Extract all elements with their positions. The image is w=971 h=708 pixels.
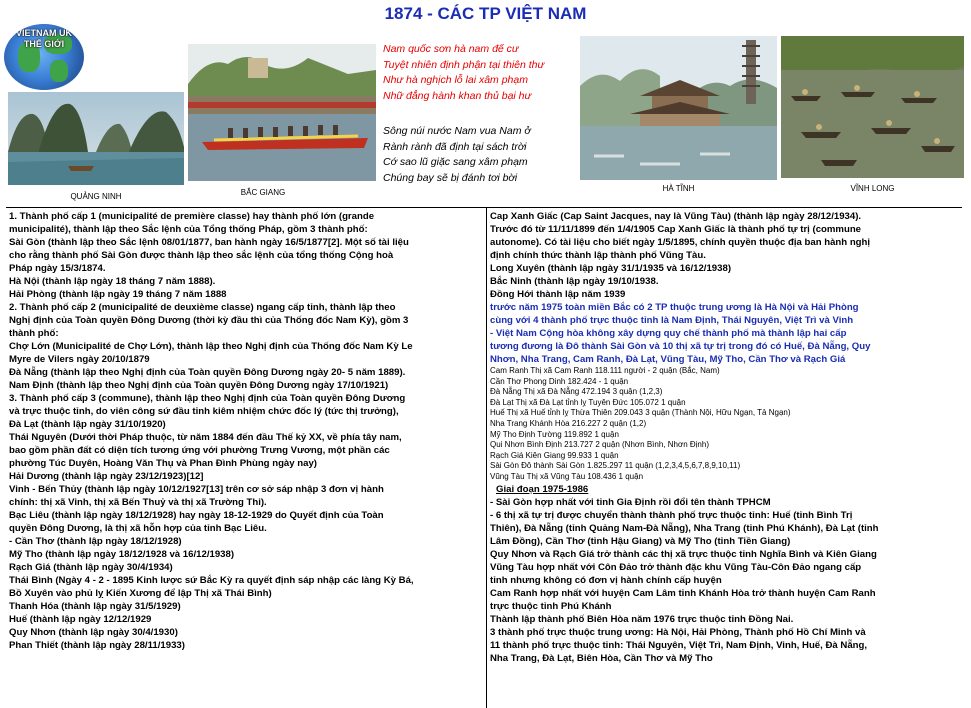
text-line: Cap Xanh Giấc (Cap Saint Jacques, nay là Vũng Tàu) (thành lập ngày 28/12/1934). xyxy=(490,211,862,222)
text-line: Nghị định của Toàn quyền Đông Dương (thời kỳ đầu thì của Thống đốc Nam Kỳ), gồm 3 xyxy=(9,315,409,326)
text-line: Đà Lạt (thành lập ngày 31/10/1920) xyxy=(9,419,166,430)
text-line: Myre de Vilers ngày 20/10/1879 xyxy=(9,354,150,365)
caption-bac-giang: BẮC GIANG xyxy=(240,188,286,197)
vietnam-uk-logo xyxy=(4,24,84,90)
table-row: Huế Thị xã Huế tỉnh lỵ Thừa Thiên 209.043 3 quận (Thành Nội, Hữu Ngạn, Tả Ngạn) xyxy=(490,408,791,418)
poem-line: Nam quốc sơn hà nam đế cư xyxy=(383,43,519,55)
table-row: Sài Gòn Đô thành Sài Gòn 1.825.297 11 quận (1,2,3,4,5,6,7,8,9,10,11) xyxy=(490,461,741,471)
text-line: định chính thức thành lập thành phố Vũng Tàu. xyxy=(490,250,706,261)
text-line: Bồ Xuyên vào phủ lỵ Kiến Xương để lập Thị xã Thái Bình) xyxy=(9,588,272,599)
text-line: trước năm 1975 toàn miền Bắc có 2 TP thuộc trung ương là Hà Nội và Hải Phòng xyxy=(490,302,859,313)
text-line: Quy Nhơn (thành lập ngày 30/4/1930) xyxy=(9,627,178,638)
text-line: 3 thành phố trực thuộc trung ương: Hà Nội, Hải Phòng, Thành phố Hồ Chí Minh và xyxy=(490,626,866,638)
right-column-text xyxy=(490,210,879,665)
poem-line: Rành rành đã định tại sách trời xyxy=(383,140,527,153)
text-line: Sài Gòn (thành lập theo Sắc lệnh 08/01/1877, ban hành ngày 16/5/1877[2]. Một số tài liệu xyxy=(9,237,409,248)
table-row: Cam Ranh Thị xã Cam Ranh 118.111 người - 2 quận (Bắc, Nam) xyxy=(490,366,720,375)
table-row: Mỹ Tho Định Tường 119.892 1 quận xyxy=(490,429,619,439)
text-line: Lâm Đồng), Cần Thơ (tỉnh Hậu Giang) và Mỹ Tho (tỉnh Tiền Giang) xyxy=(490,535,791,547)
table-row: Nha Trang Khánh Hòa 216.227 2 quận (1,2) xyxy=(490,418,647,428)
text-line: thành phố: xyxy=(9,328,59,339)
period-heading: Giai đoạn 1975-1986 xyxy=(496,483,589,495)
text-line: 1. Thành phố cấp 1 (municipalité de première classe) hay thành phố lớn (grande xyxy=(9,211,375,222)
text-line: Phan Thiết (thành lập ngày 28/11/1933) xyxy=(9,640,185,651)
text-line: Thành lập thành phố Biên Hòa năm 1976 trực thuộc tỉnh Đồng Nai. xyxy=(490,613,794,625)
text-line: 11 thành phố trực thuộc tỉnh: Thái Nguyên, Việt Trì, Nam Định, Vinh, Huế, Đà Nẵng, xyxy=(490,639,868,651)
logo-text-top: VIETNAM UK xyxy=(16,28,72,38)
photo-ha-tinh xyxy=(580,36,777,180)
text-line: Thiên), Đà Nẵng (tỉnh Quảng Nam-Đà Nẵng), Nha Trang (tỉnh Phú Khánh), Đà Lạt (tỉnh xyxy=(490,522,879,534)
text-line: Vinh - Bến Thủy (thành lập ngày 10/12/1927[13] trên cơ sở sáp nhập 3 đơn vị hành xyxy=(9,484,384,495)
poem-han-viet xyxy=(383,42,544,104)
text-line: Nha Trang, Đà Lạt, Biên Hòa, Cần Thơ và Mỹ Tho xyxy=(490,652,713,664)
photo-quang-ninh xyxy=(8,92,184,185)
text-line: Huế (thành lập ngày 12/12/1929 xyxy=(9,614,152,625)
poem-line: Như hà nghịch lỗ lai xâm phạm xyxy=(383,74,528,86)
table-row: Đà Nẵng Thị xã Đà Nẵng 472.194 3 quận (1,2,3) xyxy=(490,387,663,397)
page-title: 1874 - CÁC TP VIỆT NAM xyxy=(384,4,587,23)
text-line: tỉnh nhưng không có đơn vị hành chính cấp huyện xyxy=(490,574,722,586)
poem-translation xyxy=(383,124,531,186)
caption-ha-tinh: HÀ TĨNH xyxy=(662,184,695,193)
poem-line: Cớ sao lũ giặc sang xâm phạm xyxy=(383,156,528,168)
vertical-divider xyxy=(486,207,487,708)
text-line: tương đương là Đô thành Sài Gòn và 10 thị xã tự trị trong đó có Huế, Đà Nẵng, Quy xyxy=(490,341,871,352)
table-row: Qui Nhơn Bình Định 213.727 2 quận (Nhơn Bình, Nhơn Định) xyxy=(490,440,709,450)
text-line: municipalité), thành lập theo Sắc lệnh của Tổng thống Pháp, gồm 3 thành phố: xyxy=(9,224,368,235)
text-line: Thái Nguyên (Dưới thời Pháp thuộc, từ năm 1884 đến đầu Thế kỷ XX, về phía tây nam, xyxy=(9,432,402,443)
text-line: Thanh Hóa (thành lập ngày 31/5/1929) xyxy=(9,601,181,612)
text-line: Nam Định (thành lập theo Nghị định của Toàn quyền Đông Dương ngày 17/10/1921) xyxy=(9,380,389,391)
text-line: autonome). Có tài liệu cho biết ngày 1/5/1895, chính quyền thuộc địa ban hành nghị xyxy=(490,237,871,248)
text-line: Thái Bình (Ngày 4 - 2 - 1895 Kinh lược sứ Bắc Kỳ ra quyết định sáp nhập các làng Kỳ Bá, xyxy=(9,575,414,586)
text-line: Pháp ngày 15/3/1874. xyxy=(9,263,106,274)
text-line: Hải Dương (thành lập ngày 23/12/1923)[12] xyxy=(9,471,204,482)
text-line: Hải Phòng (thành lập ngày 19 tháng 7 năm 1888 xyxy=(9,289,227,300)
text-line: - Sài Gòn hợp nhất với tỉnh Gia Định rồi đổi tên thành TPHCM xyxy=(490,496,771,508)
text-line: Cam Ranh hợp nhất với huyện Cam Lâm tỉnh Khánh Hòa trở thành huyện Cam Ranh xyxy=(490,587,876,599)
text-line: chính: thị xã Vinh, thị xã Bến Thuỷ và thị xã Trường Thi). xyxy=(9,497,267,508)
photo-bac-giang xyxy=(188,44,376,181)
table-row: Rạch Giá Kiên Giang 99.933 1 quận xyxy=(490,450,619,460)
text-line: phường Túc Duyên, Hoàng Văn Thụ và Phan Đình Phùng ngày nay) xyxy=(9,458,317,469)
text-line: Đồng Hới thành lập năm 1939 xyxy=(490,289,626,300)
horizontal-divider xyxy=(6,207,962,208)
poem-line: Nhữ đẳng hành khan thủ bại hư xyxy=(383,89,532,102)
text-line: Chợ Lớn (Municipalité de Chợ Lớn), thành lập theo Nghị định của Thống đốc Nam Kỳ Le xyxy=(9,341,413,352)
caption-quang-ninh: QUẢNG NINH xyxy=(70,192,122,201)
text-line: quyền Đông Dương, là thị xã hỗn hợp của tỉnh Bạc Liêu. xyxy=(9,523,267,534)
text-line: - Cần Thơ (thành lập ngày 18/12/1928) xyxy=(9,536,182,547)
caption-vinh-long: VĨNH LONG xyxy=(850,184,895,193)
left-column-text xyxy=(9,210,414,652)
text-line: Nhơn, Nha Trang, Cam Ranh, Đà Lạt, Vũng Tàu, Mỹ Tho, Cần Thơ và Rạch Giá xyxy=(490,354,846,365)
text-line: Bắc Ninh (thành lập ngày 19/10/1938. xyxy=(490,276,659,287)
poem-line: Chúng bay sẽ bị đánh tơi bời xyxy=(383,171,518,184)
text-line: Quy Nhơn và Rạch Giá trở thành các thị xã trực thuộc tỉnh Nghĩa Bình và Kiên Giang xyxy=(490,548,877,560)
table-row: Cần Thơ Phong Dinh 182.424 - 1 quận xyxy=(490,376,629,386)
text-line: Long Xuyên (thành lập ngày 31/1/1935 và 16/12/1938) xyxy=(490,263,732,274)
photo-vinh-long xyxy=(781,36,964,178)
text-line: 3. Thành phố cấp 3 (commune), thành lập theo Nghị định của Toàn quyền Đông Dương xyxy=(9,393,406,404)
table-row: Vũng Tàu Thị xã Vũng Tàu 108.436 1 quận xyxy=(490,471,644,481)
text-line: Bạc Liêu (thành lập ngày 18/12/1928) hay ngày 18-12-1929 do Quyết định của Toàn xyxy=(9,510,384,521)
text-line: Vũng Tàu hợp nhất với Côn Đảo trở thành đặc khu Vũng Tàu-Côn Đảo ngang cấp xyxy=(490,561,862,573)
text-line: Đà Nẵng (thành lập theo Nghị định của Toàn quyền Đông Dương ngày 20- 5 năm 1889). xyxy=(9,367,406,378)
text-line: cùng với 4 thành phố trực thuộc tỉnh là Nam Định, Thái Nguyên, Việt Trì và Vinh xyxy=(490,315,854,326)
text-line: và trực thuộc tỉnh, do viên công sứ đầu tỉnh kiêm nhiệm chức đốc lý (tức thị trưởng), xyxy=(9,406,399,417)
text-line: trực thuộc tỉnh Phú Khánh xyxy=(490,600,612,612)
table-row: Đà Lạt Thị xã Đà Lạt tỉnh lỵ Tuyên Đức 105.072 1 quận xyxy=(490,397,686,407)
poem-line: Sông núi nước Nam vua Nam ở xyxy=(383,125,531,137)
text-line: Trước đó từ 11/11/1899 đến 1/4/1905 Cap Xanh Giấc là thành phố tự trị (commune xyxy=(490,224,862,235)
poem-line: Tuyệt nhiên định phận tại thiên thư xyxy=(383,58,545,71)
text-line: bao gồm phần đất có diện tích tương ứng với phường Trưng Vương, một phần các xyxy=(9,445,390,456)
text-line: cho rằng thành phố Sài Gòn được thành lập theo sắc lệnh của tổng thống Cộng hoà xyxy=(9,250,394,261)
text-line: - Việt Nam Cộng hòa không xây dựng quy chế thành phố mà thành lập hai cấp xyxy=(490,328,847,339)
logo-text-bottom: THẾ GIỚI xyxy=(23,39,65,49)
text-line: Mỹ Tho (thành lập ngày 18/12/1928 và 16/12/1938) xyxy=(9,549,235,560)
text-line: Rạch Giá (thành lập ngày 30/4/1934) xyxy=(9,562,173,573)
text-line: - 6 thị xã tự trị được chuyển thành thành phố trực thuộc tỉnh: Huế (tỉnh Bình Trị xyxy=(490,509,853,521)
text-line: 2. Thành phố cấp 2 (municipalité de deuxième classe) ngang cấp tỉnh, thành lập theo xyxy=(9,302,396,313)
text-line: Hà Nội (thành lập ngày 18 tháng 7 năm 1888). xyxy=(9,276,216,287)
